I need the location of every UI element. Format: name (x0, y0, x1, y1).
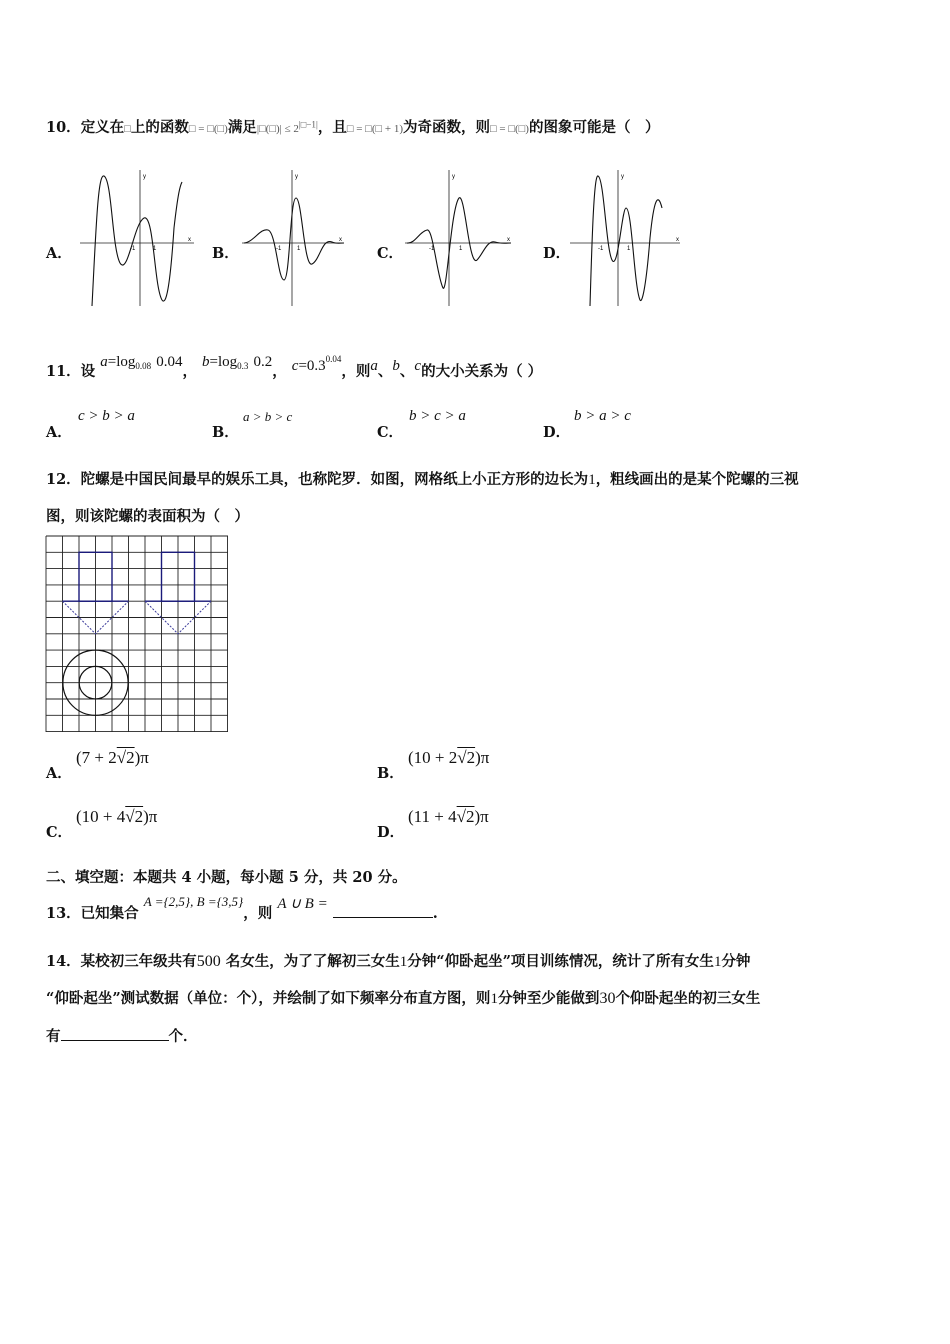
q10-text-4: ，且 (317, 119, 347, 136)
q10-option-c-label[interactable]: C． (377, 245, 404, 262)
expr-close: )π (134, 748, 149, 767)
q11-option-b-label[interactable]: B． (212, 424, 239, 441)
question-number: 13．已知集合 (46, 905, 139, 922)
q14-number: 1 (490, 991, 498, 1007)
q12-option-b-expr[interactable] (408, 748, 489, 768)
q12-text-1a: 12．陀螺是中国民间最早的娱乐工具，也称陀罗．如图，网格纸上小正方形的边长为 (46, 471, 589, 488)
q12-option-a-expr[interactable] (76, 748, 149, 768)
q11-text-1: ，则 (341, 363, 371, 380)
q10-formula-4: □ = □(□) (490, 123, 529, 135)
question-14-line-2 (46, 987, 760, 1008)
q10-formula-2-base: |□(□)| ≤ 2 (256, 123, 299, 135)
equals: = (107, 354, 117, 370)
comma: ， (182, 363, 197, 380)
q11-option-b-expr[interactable]: a > b > c (243, 409, 293, 424)
missing-symbol-icon: □ (124, 123, 131, 135)
var-c: c (414, 358, 422, 374)
q10-option-a-label[interactable]: A． (46, 245, 72, 262)
axis-x-label: x (188, 237, 191, 243)
equals: = (209, 354, 218, 370)
front-and-side-views (63, 552, 212, 601)
tick-neg1: -1 (276, 246, 282, 252)
q10-formula-1: □ = □(□) (188, 123, 228, 135)
sqrt: √2 (456, 807, 475, 826)
q12-option-c-label[interactable]: C． (46, 824, 73, 841)
q13-text-1: ，则 (243, 905, 273, 922)
q14-text: 有 (46, 1028, 61, 1045)
q11-option-d-label[interactable]: D． (543, 424, 571, 441)
q11-option-d-expr[interactable]: b > a > c (574, 408, 631, 424)
expr-close: )π (474, 807, 489, 826)
log: log (116, 354, 136, 370)
q13-union-expr: A ∪ B = (277, 896, 328, 912)
var-c: c (291, 358, 299, 374)
sqrt: √2 (125, 807, 144, 826)
log-arg: 0.04 (156, 354, 183, 370)
log-arg: 0.2 (253, 354, 273, 370)
q11-text-2: 的大小关系为（ ） (421, 363, 543, 380)
question-12-line-2: 图，则该陀螺的表面积为（ ） (46, 508, 249, 525)
q10-graph-d (568, 168, 686, 308)
question-10-stem (46, 116, 659, 137)
q14-text: 分钟 (721, 953, 751, 970)
axis-x-label: x (676, 237, 679, 243)
axis-x-label: x (339, 237, 342, 243)
tick-neg1: -1 (130, 246, 136, 252)
expr-b (202, 353, 272, 370)
q13-answer-blank[interactable] (333, 903, 433, 918)
question-13 (46, 894, 438, 923)
question-number: 11．设 (46, 363, 96, 380)
q10-option-b-label[interactable]: B． (212, 245, 239, 262)
expr-open: (10 + 4 (76, 807, 126, 826)
log-base: 0.08 (135, 361, 152, 371)
question-number: 10． (46, 119, 81, 136)
expr-open: (11 + 4 (408, 807, 457, 826)
tick-1: 1 (627, 246, 631, 252)
q10-text-5: 为奇函数，则 (403, 119, 490, 136)
q14-text: 分钟“仰卧起坐”项目训练情况，统计了所有女生 (407, 953, 714, 970)
grid-lines (46, 536, 228, 732)
question-11-stem (46, 354, 543, 381)
axis-y-label: y (452, 174, 455, 180)
q14-number: 1 (713, 954, 722, 970)
q10-formula-2 (256, 119, 318, 135)
q14-text: 个． (168, 1028, 198, 1045)
q14-text: 分钟至少能做到 (497, 990, 600, 1007)
q13-sets: A ={2,5}, B ={3,5} (143, 894, 244, 909)
q11-option-c-label[interactable]: C． (377, 424, 404, 441)
tick-neg1: -1 (429, 246, 435, 252)
q14-answer-blank[interactable] (61, 1026, 169, 1041)
q14-number: 1 (399, 954, 408, 970)
tick-neg1: -1 (598, 246, 604, 252)
var-b: b (202, 354, 210, 370)
q12-option-b-label[interactable]: B． (377, 765, 404, 782)
q10-text-3: 满足 (227, 119, 257, 136)
q10-graph-a (78, 168, 198, 308)
q14-text: 14．某校初三年级共有 (46, 953, 197, 970)
separator: 、 (377, 363, 393, 380)
axis-y-label: y (295, 174, 298, 180)
q11-option-c-expr[interactable]: b > c > a (409, 408, 466, 424)
log: log (217, 354, 238, 370)
var-a: a (100, 354, 108, 370)
q14-text: 名女生，为了了解初三女生 (220, 953, 400, 970)
question-12-line-1 (46, 468, 799, 489)
q14-number: 30 (599, 990, 616, 1007)
q12-option-d-label[interactable]: D． (377, 824, 405, 841)
expr-c (291, 354, 342, 374)
log-base: 0.3 (237, 361, 249, 371)
q10-formula-2-exp: |□−1| (298, 119, 318, 130)
q12-side-length: 1 (588, 472, 596, 488)
axis-y-label: y (621, 174, 624, 180)
axis-y-label: y (143, 174, 146, 180)
q10-graph-c (403, 168, 518, 308)
q10-text-6: 的图象可能是（ ） (528, 119, 660, 136)
c-value: =0.3 (298, 358, 326, 374)
var-a: a (370, 358, 378, 374)
question-14-line-3 (46, 1025, 198, 1046)
q14-text: 个仰卧起坐的初三女生 (615, 990, 761, 1007)
q10-formula-3: □ = □(□ + 1) (346, 123, 403, 135)
expr-a (100, 353, 182, 370)
q12-text-1b: ，粗线画出的是某个陀螺的三视 (595, 471, 799, 488)
q14-number: 500 (196, 953, 221, 970)
axis-x-label: x (507, 237, 510, 243)
separator: 、 (399, 363, 415, 380)
section-2-heading: 二、填空题：本题共 4 小题，每小题 5 分，共 20 分。 (46, 869, 407, 886)
expr-close: )π (475, 748, 490, 767)
tick-1: 1 (459, 246, 463, 252)
q11-option-a-label[interactable]: A． (46, 424, 72, 441)
q12-three-view-figure (44, 534, 232, 734)
q10-graph-b (240, 168, 350, 308)
q10-text-1: 定义在 (80, 119, 125, 136)
expr-close: )π (143, 807, 158, 826)
q12-option-d-expr[interactable] (408, 807, 489, 827)
expr-open: (10 + 2 (408, 748, 458, 767)
tick-1: 1 (297, 246, 301, 252)
q14-text: “仰卧起坐”测试数据（单位：个），并绘制了如下频率分布直方图，则 (46, 990, 491, 1007)
expr-open: (7 + 2 (76, 748, 117, 767)
period: . (432, 905, 438, 922)
tick-1: 1 (153, 246, 157, 252)
var-b: b (392, 358, 400, 374)
q10-option-d-label[interactable]: D． (543, 245, 571, 262)
sqrt: √2 (116, 748, 135, 767)
q12-option-c-expr[interactable] (76, 807, 157, 827)
sqrt: √2 (457, 748, 476, 767)
c-exponent: 0.04 (325, 354, 342, 364)
q10-text-2: 上的函数 (130, 119, 189, 136)
question-14-line-1 (46, 950, 750, 971)
q12-option-a-label[interactable]: A． (46, 765, 72, 782)
q11-option-a-expr[interactable]: c > b > a (78, 408, 135, 424)
comma: ， (272, 363, 287, 380)
